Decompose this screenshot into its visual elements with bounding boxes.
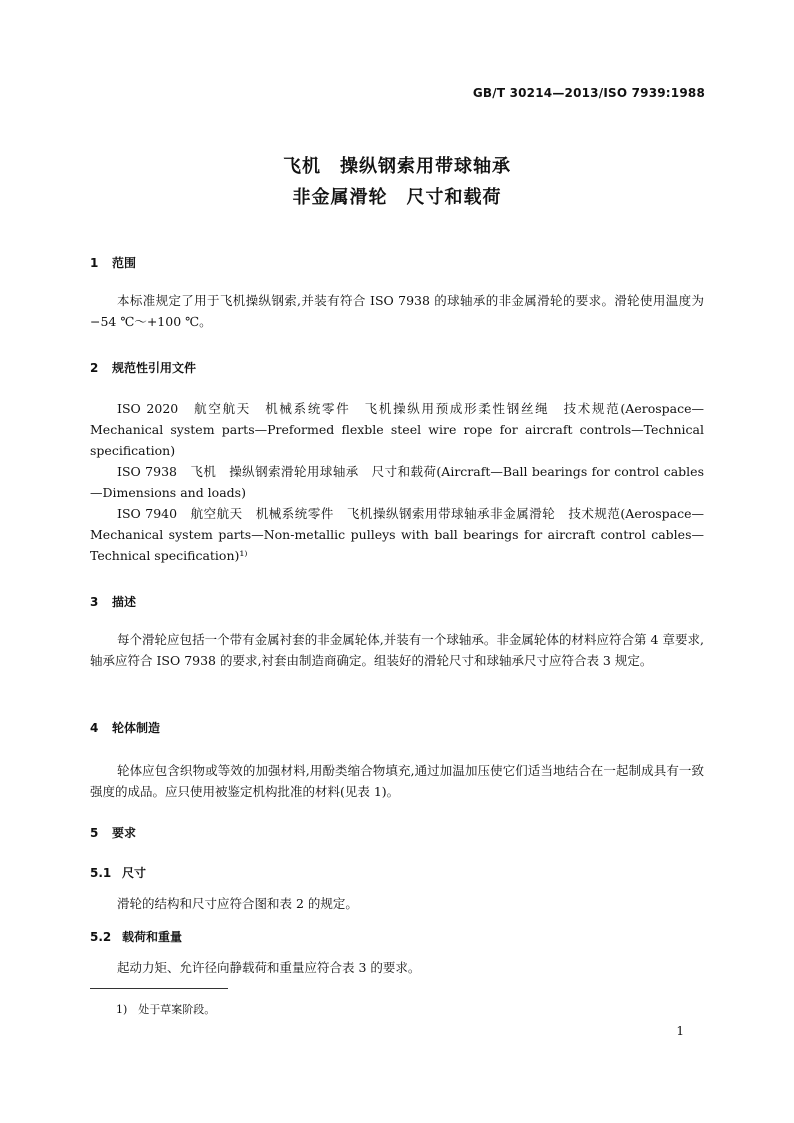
section-5-heading bbox=[90, 824, 136, 841]
reference-item: ISO 7940 航空航天 机械系统零件 飞机操纵钢索用带球轴承非金属滑轮 技术规范(Aerospace—Mechanical system parts—Non-metallic pulleys with ball bearings for aircraft control cables—Technical specification)¹⁾ bbox=[90, 506, 704, 563]
section-title: 尺寸 bbox=[122, 866, 147, 880]
section-5-2-body bbox=[90, 957, 704, 978]
document-title-line-2: 非金属滑轮 尺寸和载荷 bbox=[292, 187, 502, 208]
paragraph: 起动力矩、允许径向静载荷和重量应符合表 3 的要求。 bbox=[117, 960, 421, 975]
section-5-1-body bbox=[90, 893, 704, 914]
section-title: 要求 bbox=[112, 826, 137, 840]
section-3-body bbox=[90, 629, 704, 671]
section-4-body bbox=[90, 760, 704, 802]
section-1-heading bbox=[90, 254, 136, 271]
footnote-separator bbox=[90, 988, 228, 989]
section-number: 2 bbox=[90, 361, 99, 375]
section-title: 描述 bbox=[112, 595, 137, 609]
reference-item: ISO 7938 飞机 操纵钢索滑轮用球轴承 尺寸和载荷(Aircraft—Ball bearings for control cables—Dimensions and loads) bbox=[90, 464, 704, 500]
section-5-2-heading bbox=[90, 928, 182, 945]
paragraph: 本标准规定了用于飞机操纵钢索,并装有符合 ISO 7938 的球轴承的非金属滑轮的要求。滑轮使用温度为−54 ℃～+100 ℃。 bbox=[90, 293, 704, 329]
paragraph: 滑轮的结构和尺寸应符合图和表 2 的规定。 bbox=[117, 896, 358, 911]
section-4-heading bbox=[90, 719, 160, 736]
section-1-body bbox=[90, 290, 704, 332]
page-number: 1 bbox=[676, 1024, 684, 1038]
section-3-heading bbox=[90, 593, 136, 610]
paragraph: 轮体应包含织物或等效的加强材料,用酚类缩合物填充,通过加温加压使它们适当地结合在一起制成具有一致强度的成品。应只使用被鉴定机构批准的材料(见表 1)。 bbox=[90, 763, 704, 799]
section-number: 5.2 bbox=[90, 930, 112, 944]
section-number: 1 bbox=[90, 256, 99, 270]
document-title-line-1: 飞机 操纵钢索用带球轴承 bbox=[283, 156, 511, 177]
normative-references bbox=[90, 398, 704, 566]
section-5-1-heading bbox=[90, 864, 146, 881]
section-number: 5.1 bbox=[90, 866, 112, 880]
section-2-heading bbox=[90, 359, 196, 376]
section-title: 载荷和重量 bbox=[122, 930, 183, 944]
footnote: 1) 处于草案阶段。 bbox=[116, 1003, 216, 1016]
section-title: 轮体制造 bbox=[112, 721, 161, 735]
section-number: 4 bbox=[90, 721, 99, 735]
section-number: 3 bbox=[90, 595, 99, 609]
reference-item: ISO 2020 航空航天 机械系统零件 飞机操纵用预成形柔性钢丝绳 技术规范(Aerospace—Mechanical system parts—Preformed flexble steel wire rope for aircraft controls—Technical specification) bbox=[90, 401, 704, 458]
section-title: 范围 bbox=[112, 256, 137, 270]
standard-code: GB/T 30214—2013/ISO 7939:1988 bbox=[472, 86, 705, 100]
section-number: 5 bbox=[90, 826, 99, 840]
paragraph: 每个滑轮应包括一个带有金属衬套的非金属轮体,并装有一个球轴承。非金属轮体的材料应符合第 4 章要求,轴承应符合 ISO 7938 的要求,衬套由制造商确定。组装好的滑轮尺寸和球轴承尺寸应符合表 3 规定。 bbox=[90, 632, 704, 668]
section-title: 规范性引用文件 bbox=[112, 361, 197, 375]
